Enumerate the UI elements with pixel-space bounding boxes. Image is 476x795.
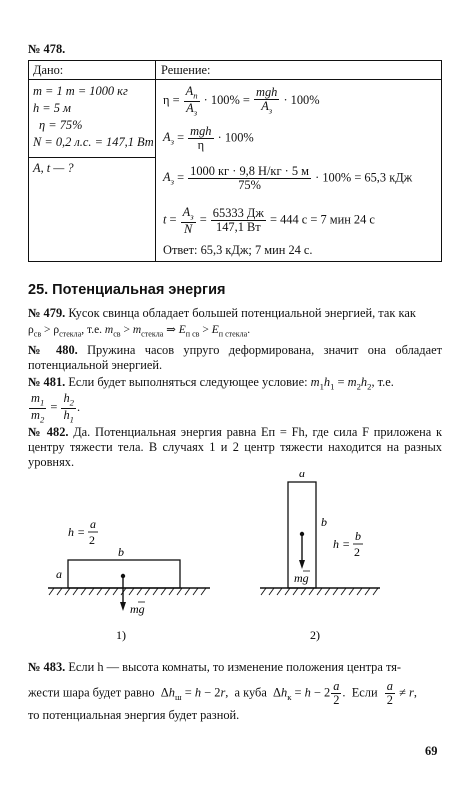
given-efficiency: η = 75%: [39, 118, 83, 132]
problem-480: [28, 343, 442, 373]
box2-label-b: b: [321, 515, 327, 529]
box1-height-num: a: [90, 517, 96, 531]
table-divider: [155, 61, 156, 261]
section-title: 25. Потенциальная энергия: [28, 282, 226, 298]
formula-work-numeric: $A_з$ = $\frac{1000 кг \cdot 9,8 Н/кг \cdot 5 м}{75\%}$ · 100% = 65,3 кДж: [163, 164, 413, 193]
problem-483-formula: жести шара будет равно $\Delta h_ш = h - 2r$, а куба $\Delta h_к = h - 2$ $\frac{a}{2}$ . Если $\frac{a}{2}$ ≠ r,: [28, 679, 417, 708]
box-horizontal: [68, 560, 180, 588]
problem-480-number: № 480.: [28, 343, 78, 357]
page-number: 69: [425, 744, 438, 758]
problem-479-number: № 479.: [28, 306, 66, 320]
problem-478-number: № 478.: [28, 42, 66, 56]
problem-479-text: Кусок свинца обладает большей потенциальной энергией, так как: [68, 306, 416, 320]
problem-481-formula: $\frac{m_1}{m_2}$ = $\frac{h_2}{h_1}$ .: [31, 391, 81, 425]
solution-table: [28, 60, 442, 262]
problem-483: [28, 660, 401, 675]
given-header: Дано:: [33, 63, 64, 77]
gravity-arrowhead-1: [120, 602, 126, 611]
box1-height-den: 2: [89, 533, 95, 547]
given-power: N = 0,2 л.с. = 147,1 Вт: [33, 135, 154, 149]
box1-label-b: b: [118, 545, 124, 559]
answer-478: Ответ: 65,3 кДж; 7 мин 24 с.: [163, 243, 313, 257]
formula-time: t = $\frac{A_з}{N}$ = $\frac{65333 Дж}{147,1 Вт}$ = 444 с = 7 мин 24 с: [163, 205, 375, 236]
problem-483-conclusion: то потенциальная энергия будет разной.: [28, 708, 240, 722]
formula-efficiency: η = $\frac{A_п}{A_з}$ · 100% = $\frac{\text{mgh}}{A_з}$ · 100%: [163, 84, 320, 118]
problem-482-number: № 482.: [28, 425, 69, 439]
problem-479: [28, 306, 442, 321]
box1-label-a: a: [56, 567, 62, 581]
problem-479-formula: $\rho_{св} > \rho_{стекла}$, т.е. $m_{св} > m_{стекла}$ ⇒ $E_{п св} > E_{п стекла}$.: [28, 324, 251, 339]
table-given-line: [29, 157, 155, 158]
box2-height-den: 2: [354, 545, 360, 559]
given-mass: m = 1 т = 1000 кг: [33, 84, 128, 98]
problem-481: № 481. Если будет выполняться следующее условие: $m_1h_1 = m_2h_2$, т.е.: [28, 375, 394, 392]
find-text: A, t — ?: [33, 161, 74, 175]
box1-height-label: h =: [68, 525, 86, 539]
given-height: h = 5 м: [33, 101, 71, 115]
problem-482-text: Да. Потенциальная энергия равна Eп = Fh, где сила F приложена к центру тяжести тела. В случаях 1 и 2 центр тяжести находится на разных уровнях.: [28, 425, 442, 469]
given-list: [33, 83, 154, 151]
problem-483-number: № 483.: [28, 660, 66, 674]
problem-481-text: Если будет выполняться следующее условие:: [68, 375, 308, 389]
figure-label-1: 1): [116, 628, 126, 642]
problem-482: [28, 425, 442, 470]
table-header-line: [29, 79, 441, 80]
formula-work: $A_з$ = $\frac{\text{mgh}}{\eta}$ · 100%: [163, 124, 254, 153]
ground-hatch-1: [49, 588, 206, 595]
gravity-arrowhead-2: [299, 560, 305, 569]
figure-label-2: 2): [310, 628, 320, 642]
force-label-2: mg: [294, 571, 309, 585]
problem-480-text: Пружина часов упруго деформирована, значит она обладает потенциальной энергией.: [28, 343, 442, 372]
problem-481-number: № 481.: [28, 375, 66, 389]
ground-hatch-2: [261, 588, 378, 595]
figure-potential-energy: [40, 472, 440, 652]
solution-header: Решение:: [161, 63, 211, 77]
box2-height-num: b: [355, 529, 361, 543]
problem-483-line1: Если h — высота комнаты, то изменение положения центра тя-: [68, 660, 402, 674]
force-label-1: mg: [130, 602, 145, 616]
box2-height-label: h =: [333, 537, 351, 551]
box2-label-a: a: [299, 472, 305, 480]
